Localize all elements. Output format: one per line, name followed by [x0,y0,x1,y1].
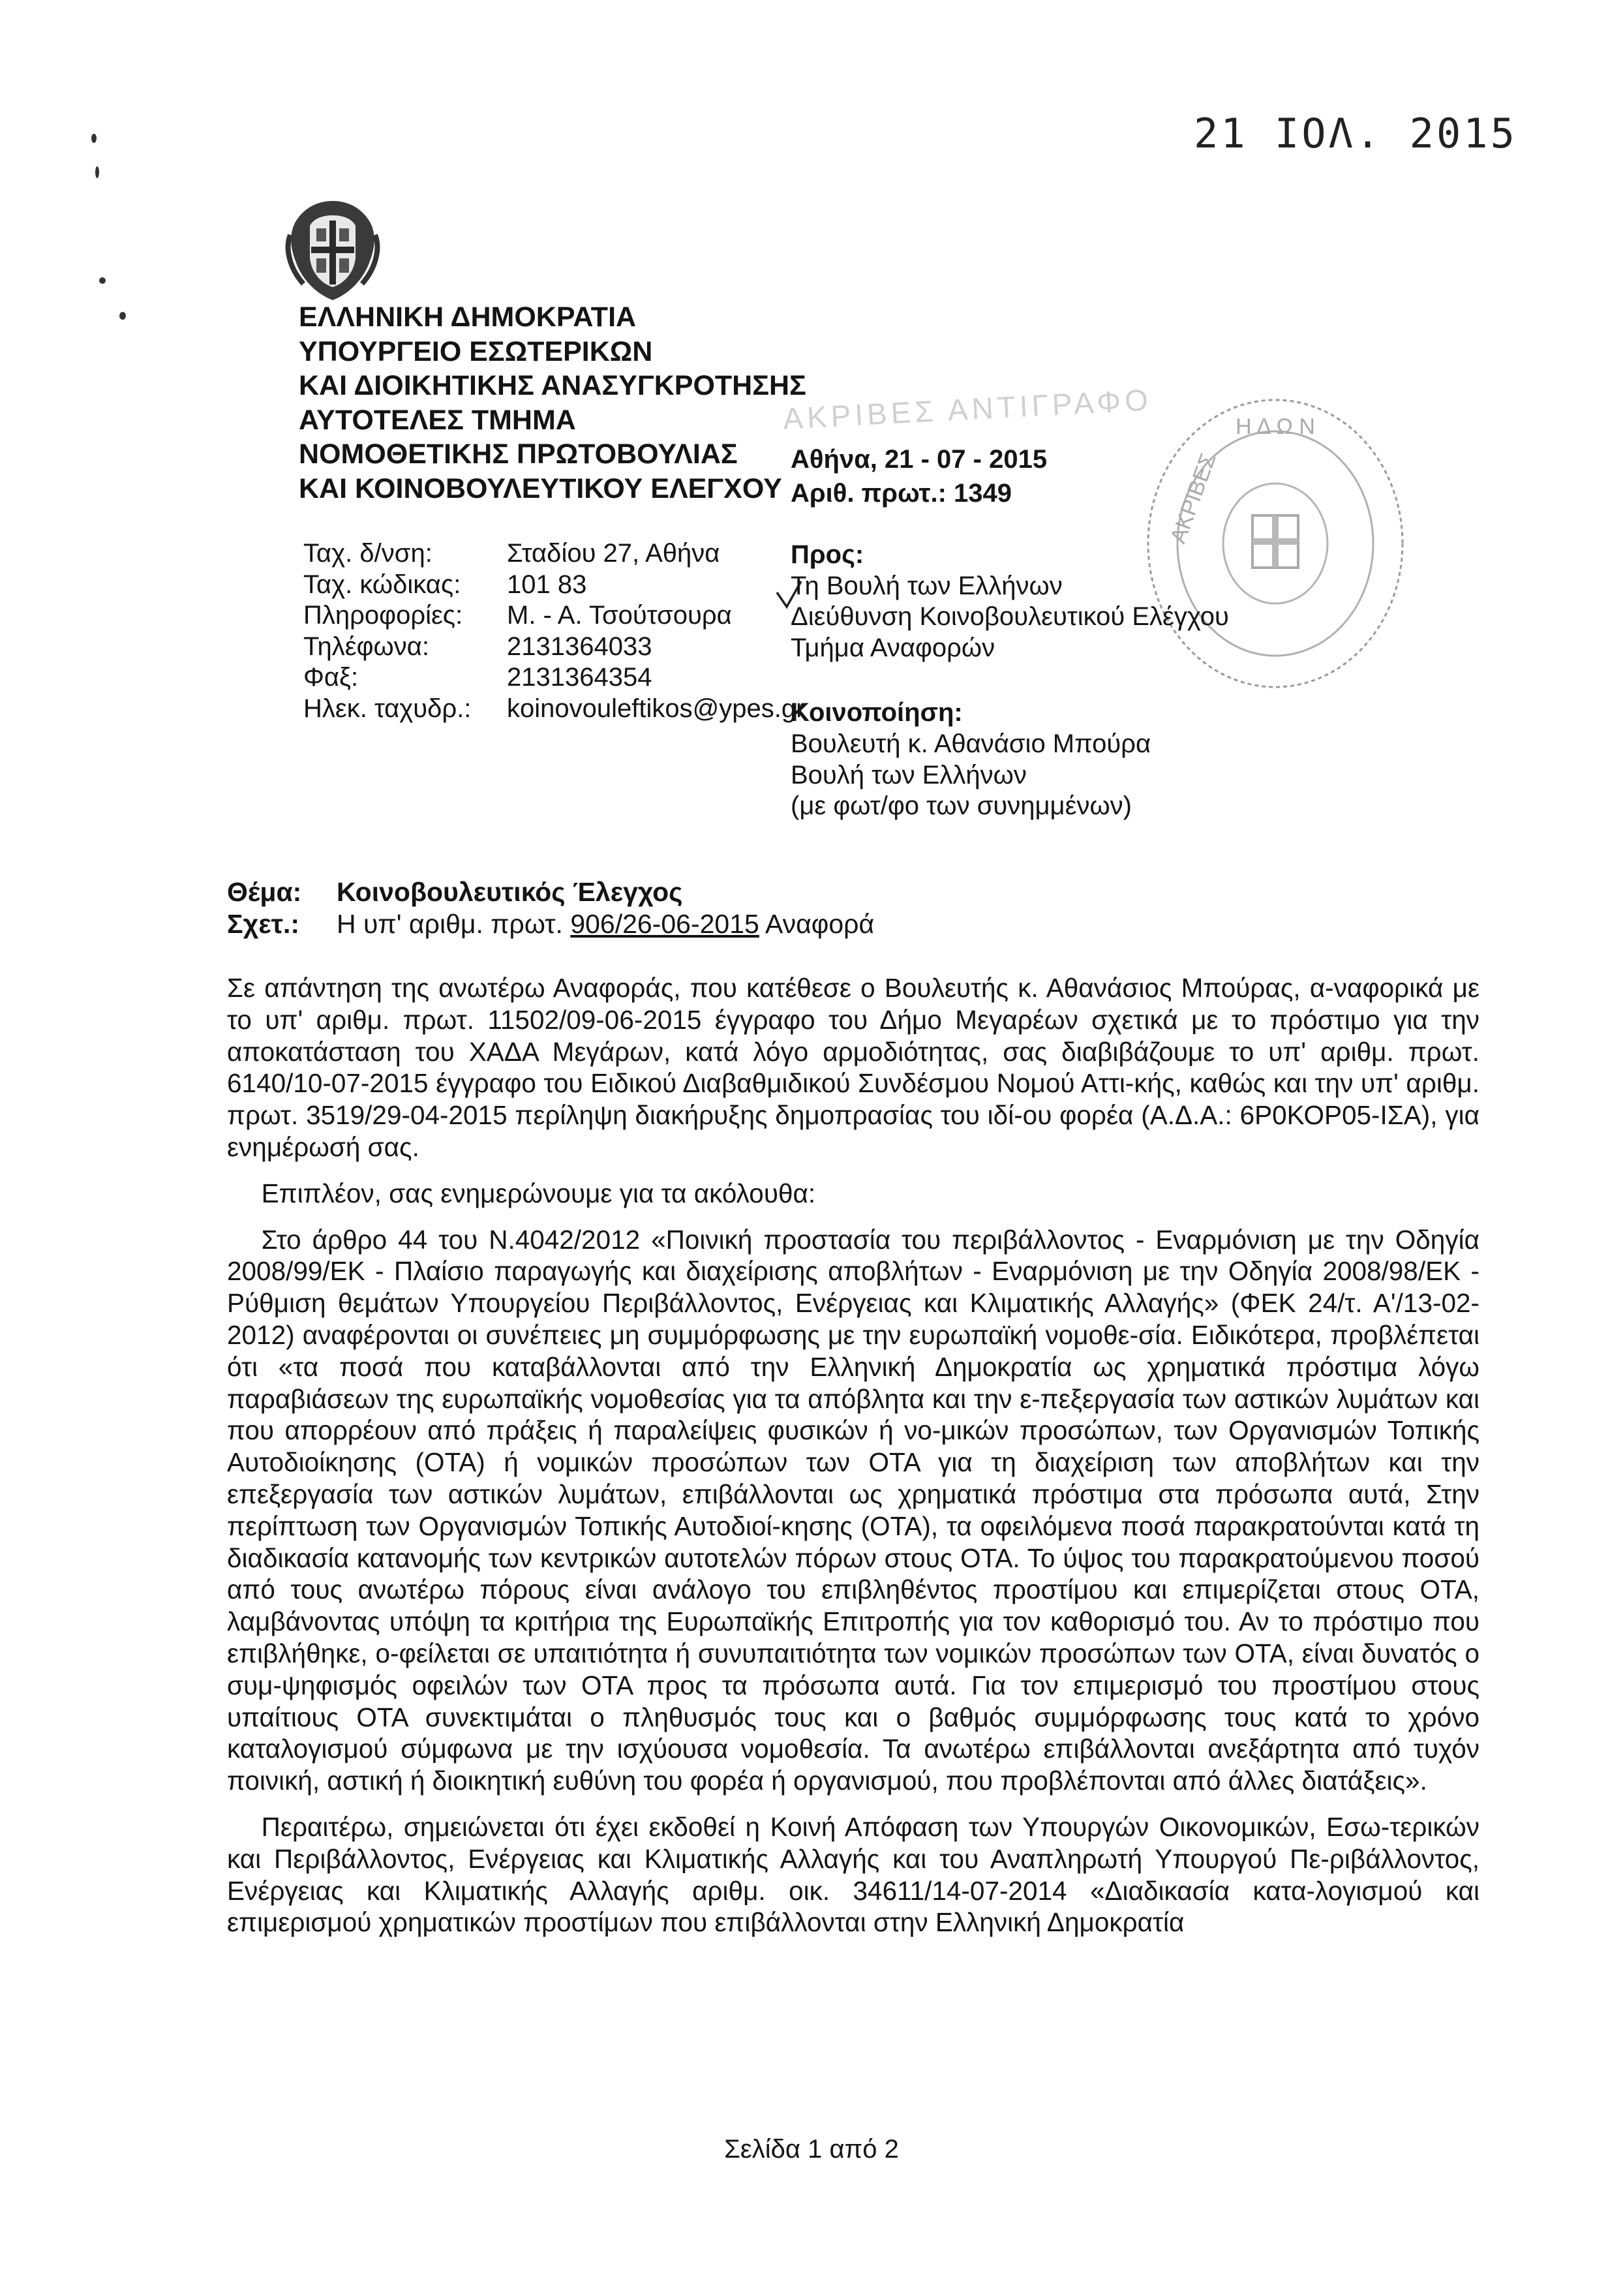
subject-block [227,876,874,940]
svg-text:ΑΚΡΙΒΕΣ: ΑΚΡΙΒΕΣ [1165,450,1221,547]
cc-header: Κοινοποίηση: [791,698,963,727]
subject-row [227,876,874,908]
protocol-line: Αριθ. πρωτ.: 1349 [791,479,1012,508]
to-header: Προς: [791,540,864,569]
contact-label: Πληροφορίες: [303,601,463,630]
reference-prefix: Η υπ' αριθμ. πρωτ. [337,909,563,939]
subject-label: Θέμα: [227,877,302,907]
recipient-line: Διεύθυνση Κοινοβουλευτικού Ελέγχου [791,602,1229,632]
contact-value: 2131364033 [507,632,652,661]
subject-value: Κοινοβουλευτικός Έλεγχος [337,877,683,907]
sender-line: ΥΠΟΥΡΓΕΙΟ ΕΣΩΤΕΡΙΚΩΝ [299,335,653,367]
contact-row [303,538,804,570]
punch-mark [91,134,97,143]
contact-details [303,538,804,725]
sender-line: ΝΟΜΟΘΕΤΙΚΗΣ ΠΡΩΤΟΒΟΥΛΙΑΣ [299,438,738,470]
svg-text:Η Δ Ω Ν: Η Δ Ω Ν [1236,414,1315,439]
contact-row [303,632,804,663]
sender-line: ΕΛΛΗΝΙΚΗ ΔΗΜΟΚΡΑΤΙΑ [299,301,637,333]
body-paragraph: Επιπλέον, σας ενημερώνουμε για τα ακόλουθα: [261,1178,816,1208]
sender-line: ΑΥΤΟΤΕΛΕΣ ΤΜΗΜΑ [299,404,576,436]
recipients-block [791,540,1229,822]
contact-label: Φαξ: [303,663,359,692]
reference-label: Σχετ.: [227,909,300,939]
contact-label: Τηλέφωνα: [303,632,429,661]
cc-line: (με φωτ/φο των συνημμένων) [791,791,1132,821]
punch-mark [119,312,126,320]
cc-line: Βουλή των Ελλήνων [791,760,1027,789]
contact-value: 101 83 [507,570,587,599]
contact-label: Ταχ. κώδικας: [303,570,461,599]
letter-body [227,972,1479,1953]
contact-row [303,570,804,601]
body-paragraph: Στο άρθρο 44 του Ν.4042/2012 «Ποινική προστασία του περιβάλλοντος - Εναρμόνιση με την Οδηγία 2008/99/ΕΚ - Πλαίσιο παραγωγής και διαχείρισης αποβλήτων - Εναρμόνιση με την Οδηγία 2008/98/ΕΚ - Ρύθμιση θεμάτων Υπουργείου Περιβάλλοντος, Ενέργειας και Κλιματικής Αλλαγής» (ΦΕΚ 24/τ. Α'/13-02-2012) αναφέρονται οι συνέπειες μη συμμόρφωσης με την ευρωπαϊκή νομοθε-σία. Ειδικότερα, προβλέπεται ότι «τα ποσά που καταβάλλονται από την Ελληνική Δημοκρατία ως χρηματικά πρόστιμα λόγω παραβιάσεων της ευρωπαϊκής νομοθεσίας για τα απόβλητα και την ε-πεξεργασία των αστικών λυμάτων και που απορρέουν από πράξεις ή παραλείψεις φυσικών ή νο-μικών προσώπων, των Οργανισμών Τοπικής Αυτοδιοίκησης (ΟΤΑ) ή νομικών προσώπων των ΟΤΑ για τη διαχείριση των αποβλήτων και την επεξεργασία των αστικών λυμάτων, επιβάλλονται ως χρηματικά πρόστιμα στα πρόσωπα αυτά, Στην περίπτωση των Οργανισμών Τοπικής Αυτοδιοί-κησης (ΟΤΑ), τα οφειλόμενα ποσά παρακρατούνται κατά τη διαδικασία κατανομής των κεντρικών αυτοτελών πόρων στους ΟΤΑ. Το ύψος του παρακρατούμενου ποσού από τους ανωτέρω πόρους είναι ανάλογο του επιβληθέντος προστίμου και επιμερίζεται στους ΟΤΑ, λαμβάνοντας υπόψη τα κριτήρια της Ευρωπαϊκής Επιτροπής για τον καθορισμό του. Αν το πρόστιμο που επιβλήθηκε, ο-φείλεται σε υπαιτιότητα ή συνυπαιτιότητα των νομικών προσώπων των ΟΤΑ, είναι δυνατός ο συμ-ψηφισμός οφειλών των ΟΤΑ προς τα πρόσωπα αυτά. Για τον επιμερισμό του προστίμου στους υπαίτιους ΟΤΑ συνεκτιμάται ο πληθυσμός τους και ο βαθμός συμμόρφωσης τους κατά το χρόνο καταλογισμού σύμφωνα με την ισχύουσα νομοθεσία. Τα ανωτέρω επιβάλλονται ανεξάρτητα από τυχόν ποινική, αστική ή διοικητική ευθύνη του φορέα ή οργανισμού, που προβλέπονται από άλλες διατάξεις». [227,1224,1479,1796]
contact-value: Μ. - Α. Τσούτσουρα [507,601,732,630]
page-number: Σελίδα 1 από 2 [724,2135,899,2164]
contact-value: 2131364354 [507,663,652,692]
faint-stamp-text: ΑΚΡΙΒΕΣ ΑΝΤΙΓΡΑΦΟ [782,382,1153,436]
recipient-line: Τμήμα Αναφορών [791,633,995,662]
sender-block [299,300,806,506]
contact-label: Ηλεκ. ταχυδρ.: [303,694,472,723]
date-protocol-block [791,442,1047,510]
contact-row [303,694,804,725]
body-paragraph: Περαιτέρω, σημειώνεται ότι έχει εκδοθεί η Κοινή Απόφαση των Υπουργών Οικονομικών, Εσω-τερικών και Περιβάλλοντος, Ενέργειας και Κλιματικής Αλλαγής και του Αναπληρωτή Υπουργού Πε-ριβάλλοντος, Ενέργειας και Κλιματικής Αλλαγής αριθμ. οικ. 34611/14-07-2014 «Διαδικασία κατα-λογισμού και επιμερισμού χρηματικών προστίμων που επιβάλλονται στην Ελληνική Δημοκρατία [227,1811,1479,1938]
contact-row [303,600,804,632]
punch-mark [99,277,106,284]
received-date-stamp: 21 ΙΟΛ. 2015 [1194,110,1517,157]
recipient-line: Τη Βουλή των Ελλήνων [791,571,1063,600]
sender-line: ΚΑΙ ΔΙΟΙΚΗΤΙΚΗΣ ΑΝΑΣΥΓΚΡΟΤΗΣΗΣ [299,370,806,401]
contact-value: Σταδίου 27, Αθήνα [507,539,720,568]
date-line: Αθήνα, 21 - 07 - 2015 [791,445,1048,474]
body-paragraph: Σε απάντηση της ανωτέρω Αναφοράς, που κατέθεσε ο Βουλευτής κ. Αθανάσιος Μπούρας, α-ναφορικά με το υπ' αριθμ. πρωτ. 11502/09-06-2015 έγγραφο του Δήμο Μεγαρέων σχετικά με το πρόστιμο για την αποκατάσταση του ΧΑΔΑ Μεγάρων, κατά λόγο αρμοδιότητας, σας διαβιβάζουμε το υπ' αριθμ. πρωτ. 6140/10-07-2015 έγγραφο του Ειδικού Διαβαθμιδικού Συνδέσμου Νομού Αττι-κής, καθώς και την υπ' αριθμ. πρωτ. 3519/29-04-2015 περίληψη διακήρυξης δημοπρασίας του ιδί-ου φορέα (Α.Δ.Α.: 6Ρ0ΚΟΡ05-ΙΣΑ), για ενημέρωσή σας. [227,973,1479,1162]
reference-number: 906/26-06-2015 [570,909,759,939]
reference-row [227,908,874,940]
cc-line: Βουλευτή κ. Αθανάσιο Μπούρα [791,729,1151,758]
reference-suffix: Αναφορά [765,909,875,939]
sender-line: ΚΑΙ ΚΟΙΝΟΒΟΥΛΕΥΤΙΚΟΥ ΕΛΕΓΧΟΥ [299,472,782,504]
reference-value [337,908,874,940]
contact-value: koinovouleftikos@ypes.gr [507,694,805,723]
contact-label: Ταχ. δ/νση: [303,539,432,568]
contact-row [303,662,804,694]
greek-coat-of-arms-icon [277,196,388,307]
punch-mark [95,166,99,178]
